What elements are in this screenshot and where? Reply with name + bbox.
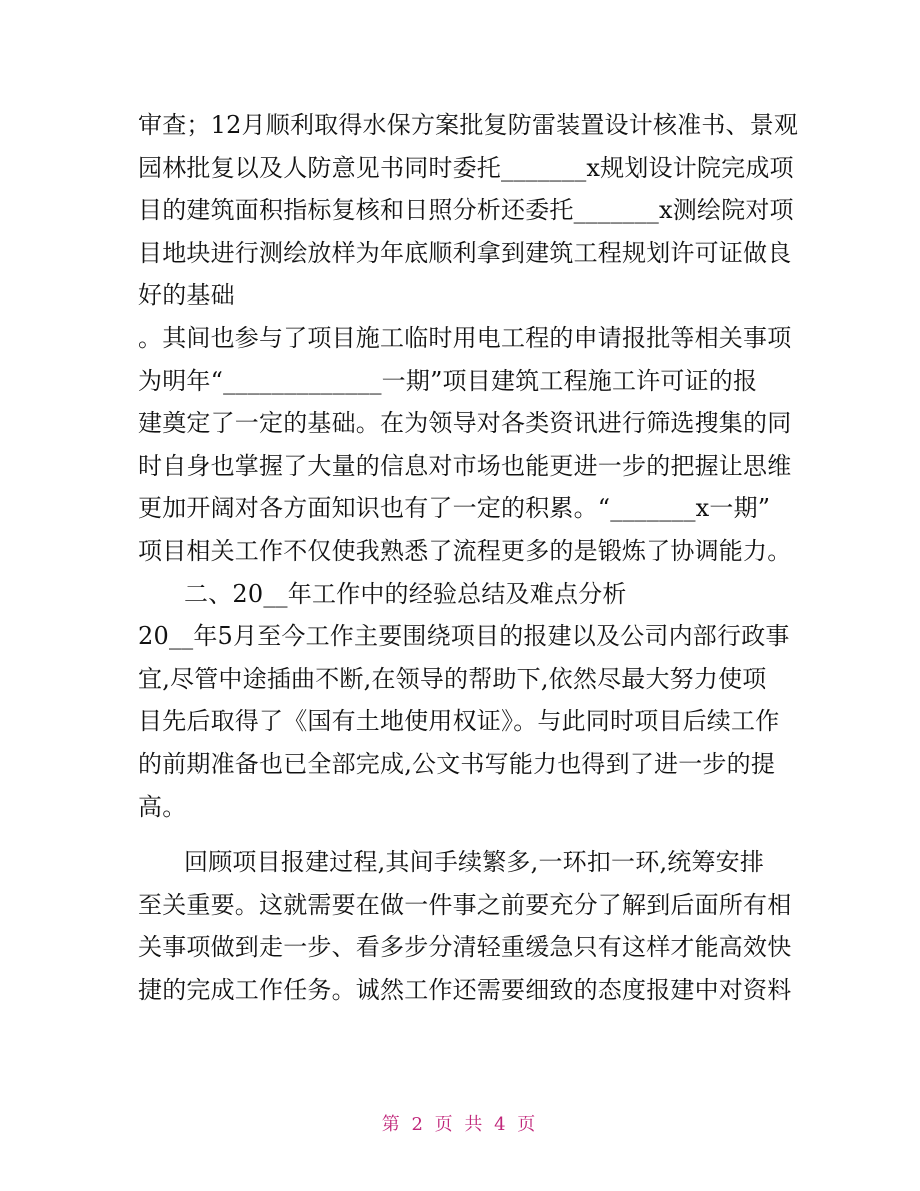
text-line: 时自身也掌握了大量的信息对市场也能更进一步的把握让思维 (138, 451, 792, 480)
text-line: 。其间也参与了项目施工临时用电工程的申请报批等相关事项 (138, 323, 792, 352)
page-number-footer: 第 2 页 共 4 页 (381, 1114, 539, 1135)
text-line: 关事项做到走一步、看多步分清轻重缓急只有这样才能高效快 (138, 933, 792, 962)
text-line: 审查；12月顺利取得水保方案批复防雷装置设计核准书、景观 (138, 111, 799, 139)
text-line: 建奠定了一定的基础。在为领导对各类资讯进行筛选搜集的同 (138, 409, 792, 438)
section-heading: 二、20__年工作中的经验总结及难点分析 (184, 579, 627, 608)
text-line: 园林批复以及人防意见书同时委托_______x规划设计院完成项 (138, 153, 794, 182)
text-line: 高。 (138, 792, 187, 821)
text-line: 目地块进行测绘放样为年底顺利拿到建筑工程规划许可证做良 (138, 238, 792, 267)
text-line: 宜,尽管中途插曲不断,在领导的帮助下,依然尽最大努力使项 (138, 664, 767, 693)
paragraph-start-line: 回顾项目报建过程,其间手续繁多,一环扣一环,统筹安排 (184, 848, 765, 877)
text-line: 目先后取得了《国有土地使用权证》。与此同时项目后续工作 (138, 707, 780, 736)
text-line: 捷的完成工作任务。诚然工作还需要细致的态度报建中对资料 (138, 975, 792, 1004)
document-body (138, 104, 798, 1011)
text-line: 至关重要。这就需要在做一件事之前要充分了解到后面所有相 (138, 890, 792, 919)
text-line: 目的建筑面积指标复核和日照分析还委托_______x测绘院对项 (138, 196, 794, 225)
text-line: 更加开阔对各方面知识也有了一定的积累。“_______x一期” (138, 494, 771, 523)
text-line: 项目相关工作不仅使我熟悉了流程更多的是锻炼了协调能力。 (138, 536, 792, 565)
text-line: 好的基础 (138, 281, 235, 310)
text-line: 20__年5月至今工作主要围绕项目的报建以及公司内部行政事 (138, 622, 790, 651)
text-line: 为明年“_____________一期”项目建筑工程施工许可证的报 (138, 366, 758, 395)
text-line: 的前期准备也已全部完成,公文书写能力也得到了进一步的提 (138, 749, 776, 778)
